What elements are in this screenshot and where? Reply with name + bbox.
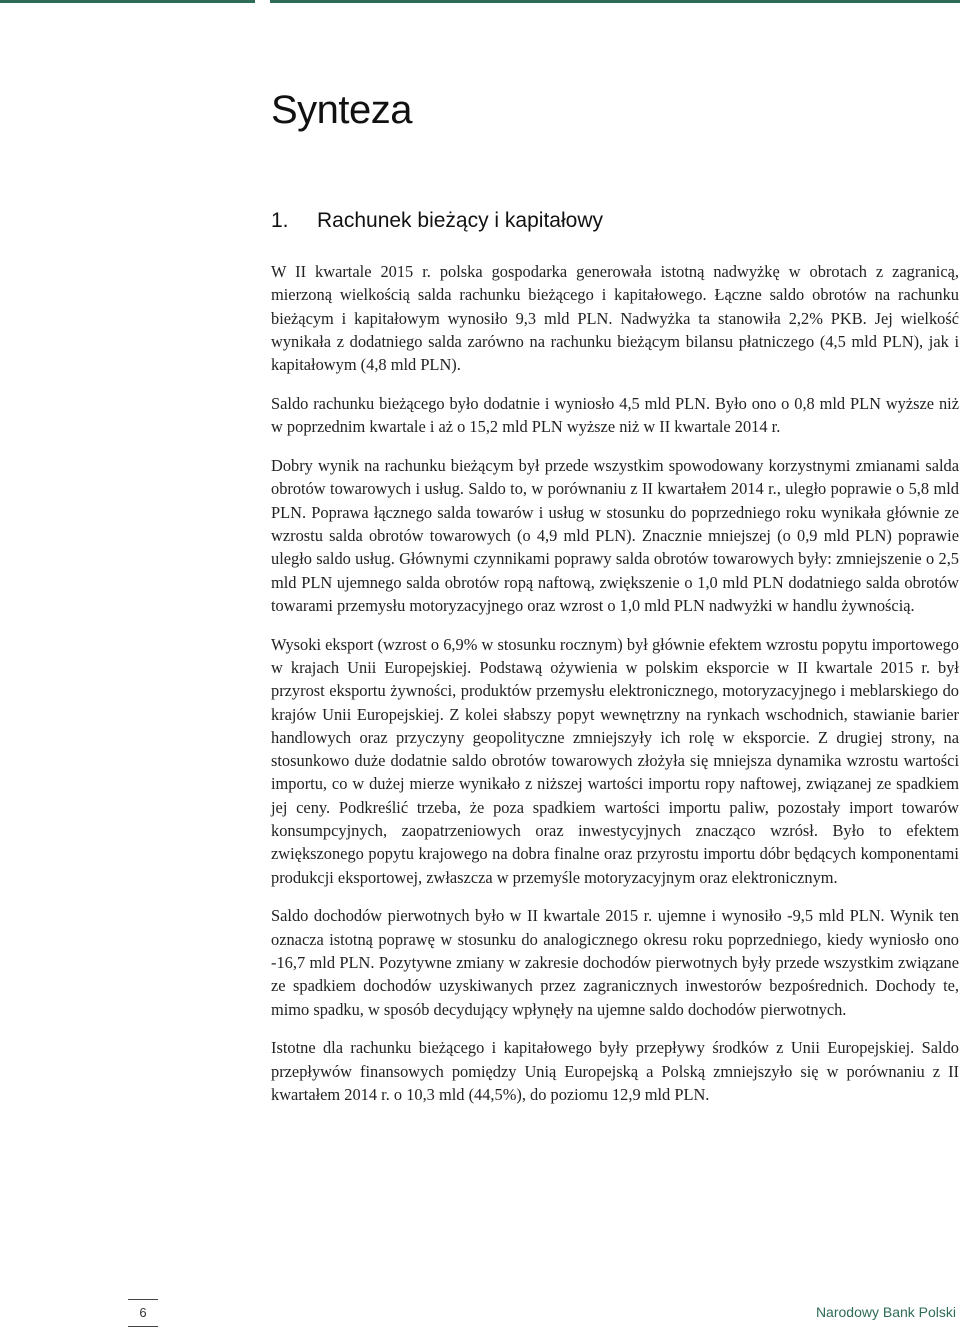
section-heading bbox=[271, 209, 603, 233]
paragraph: Istotne dla rachunku bieżącego i kapitałowego były przepływy środków z Unii Europejskiej. Saldo przepływów finansowych pomiędzy Unią Europejską a Polską zmniejszyło się w porównaniu z II kwartałem 2014 r. o 10,3 mld (44,5%), do poziomu 12,9 mld PLN. bbox=[271, 1038, 959, 1104]
paragraph: W II kwartale 2015 r. polska gospodarka generowała istotną nadwyżkę w obrotach z zagranicą, mierzoną wielkością salda rachunku bieżącego i kapitałowego. Łączne saldo obrotów na rachunku bieżącym i kapitałowym wynosiło 9,3 mld PLN. Nadwyżka ta stanowiła 2,2% PKB. Jej wielkość wynikała z dodatniego salda zarówno na rachunku bieżącym bilansu płatniczego (4,5 mld PLN), jak i kapitałowym (4,8 mld PLN). bbox=[271, 262, 959, 375]
footer-rule-lower bbox=[128, 1326, 158, 1327]
page-number: 6 bbox=[139, 1305, 147, 1320]
page-title: Synteza bbox=[271, 88, 413, 132]
section-title: Rachunek bieżący i kapitałowy bbox=[317, 209, 603, 232]
top-rule-left bbox=[0, 0, 255, 3]
footer-rule-upper bbox=[128, 1299, 158, 1300]
paragraph: Saldo rachunku bieżącego było dodatnie i wyniosło 4,5 mld PLN. Było ono o 0,8 mld PLN wyższe niż w poprzednim kwartale i aż o 15,2 mld PLN wyższe niż w II kwartale 2014 r. bbox=[271, 393, 959, 437]
section-number: 1. bbox=[271, 209, 289, 232]
paragraph: Saldo dochodów pierwotnych było w II kwartale 2015 r. ujemne i wynosiło -9,5 mld PLN. Wynik ten oznacza istotną poprawę w stosunku do analogicznego okresu roku poprzedniego, kiedy wyniosło ono -16,7 mld PLN. Pozytywne zmiany w zakresie dochodów pierwotnych były przede wszystkim związane ze spadkiem dochodów uzyskiwanych przez zagranicznych inwestorów bezpośrednich. Dochody te, mimo spadku, w sposób decydujący wpłynęły na ujemne saldo dochodów pierwotnych. bbox=[271, 906, 959, 1019]
footer-brand: Narodowy Bank Polski bbox=[815, 1304, 956, 1320]
top-rule-right bbox=[270, 0, 960, 3]
body-text bbox=[271, 260, 959, 1122]
paragraph: Wysoki eksport (wzrost o 6,9% w stosunku rocznym) był głównie efektem wzrostu popytu importowego w krajach Unii Europejskiej. Podstawą ożywienia w polskim eksporcie w II kwartale 2015 r. był przyrost eksportu żywności, produktów przemysłu elektronicznego, motoryzacyjnego i meblarskiego do krajów Unii Europejskiej. Z kolei słabszy popyt wewnętrzny na rynkach wschodnich, stawianie barier handlowych oraz przyczyny geopolityczne zmniejszyły ich rolę w eksporcie. Z drugiej strony, na stosunkowo duże dodatnie saldo obrotów towarowych złożyła się mniejsza dynamika wzrostu wartości importu, co w dużej mierze wynikało z niższej wartości importu ropy naftowej, związanej ze spadkiem jej ceny. Podkreślić trzeba, że poza spadkiem wartości importu paliw, pozostały import towarów konsumpcyjnych, zaopatrzeniowych oraz inwestycyjnych znacząco wzrósł. Było to efektem zwiększonego popytu krajowego na dobra finalne oraz przyrostu importu dóbr będących komponentami produkcji eksportowej, zwłaszcza w przemyśle motoryzacyjnym oraz elektronicznym. bbox=[271, 634, 959, 887]
paragraph: Dobry wynik na rachunku bieżącym był przede wszystkim spowodowany korzystnymi zmianami salda obrotów towarowych i usług. Saldo to, w porównaniu z II kwartałem 2014 r., uległo poprawie o 5,8 mld PLN. Poprawa łącznego salda towarów i usług w stosunku do poprzedniego roku wynikała głównie ze wzrostu salda obrotów towarowych (o 4,9 mld PLN). Znacznie mniejszej (o 0,9 mld PLN) poprawie uległo saldo usług. Głównymi czynnikami poprawy salda obrotów towarowych były: zmniejszenie o 2,5 mld PLN ujemnego salda obrotów ropą naftową, zwiększenie o 1,0 mld PLN dodatniego salda obrotów towarami przemysłu motoryzacyjnego oraz wzrost o 1,0 mld PLN nadwyżki w handlu żywnością. bbox=[271, 456, 959, 615]
